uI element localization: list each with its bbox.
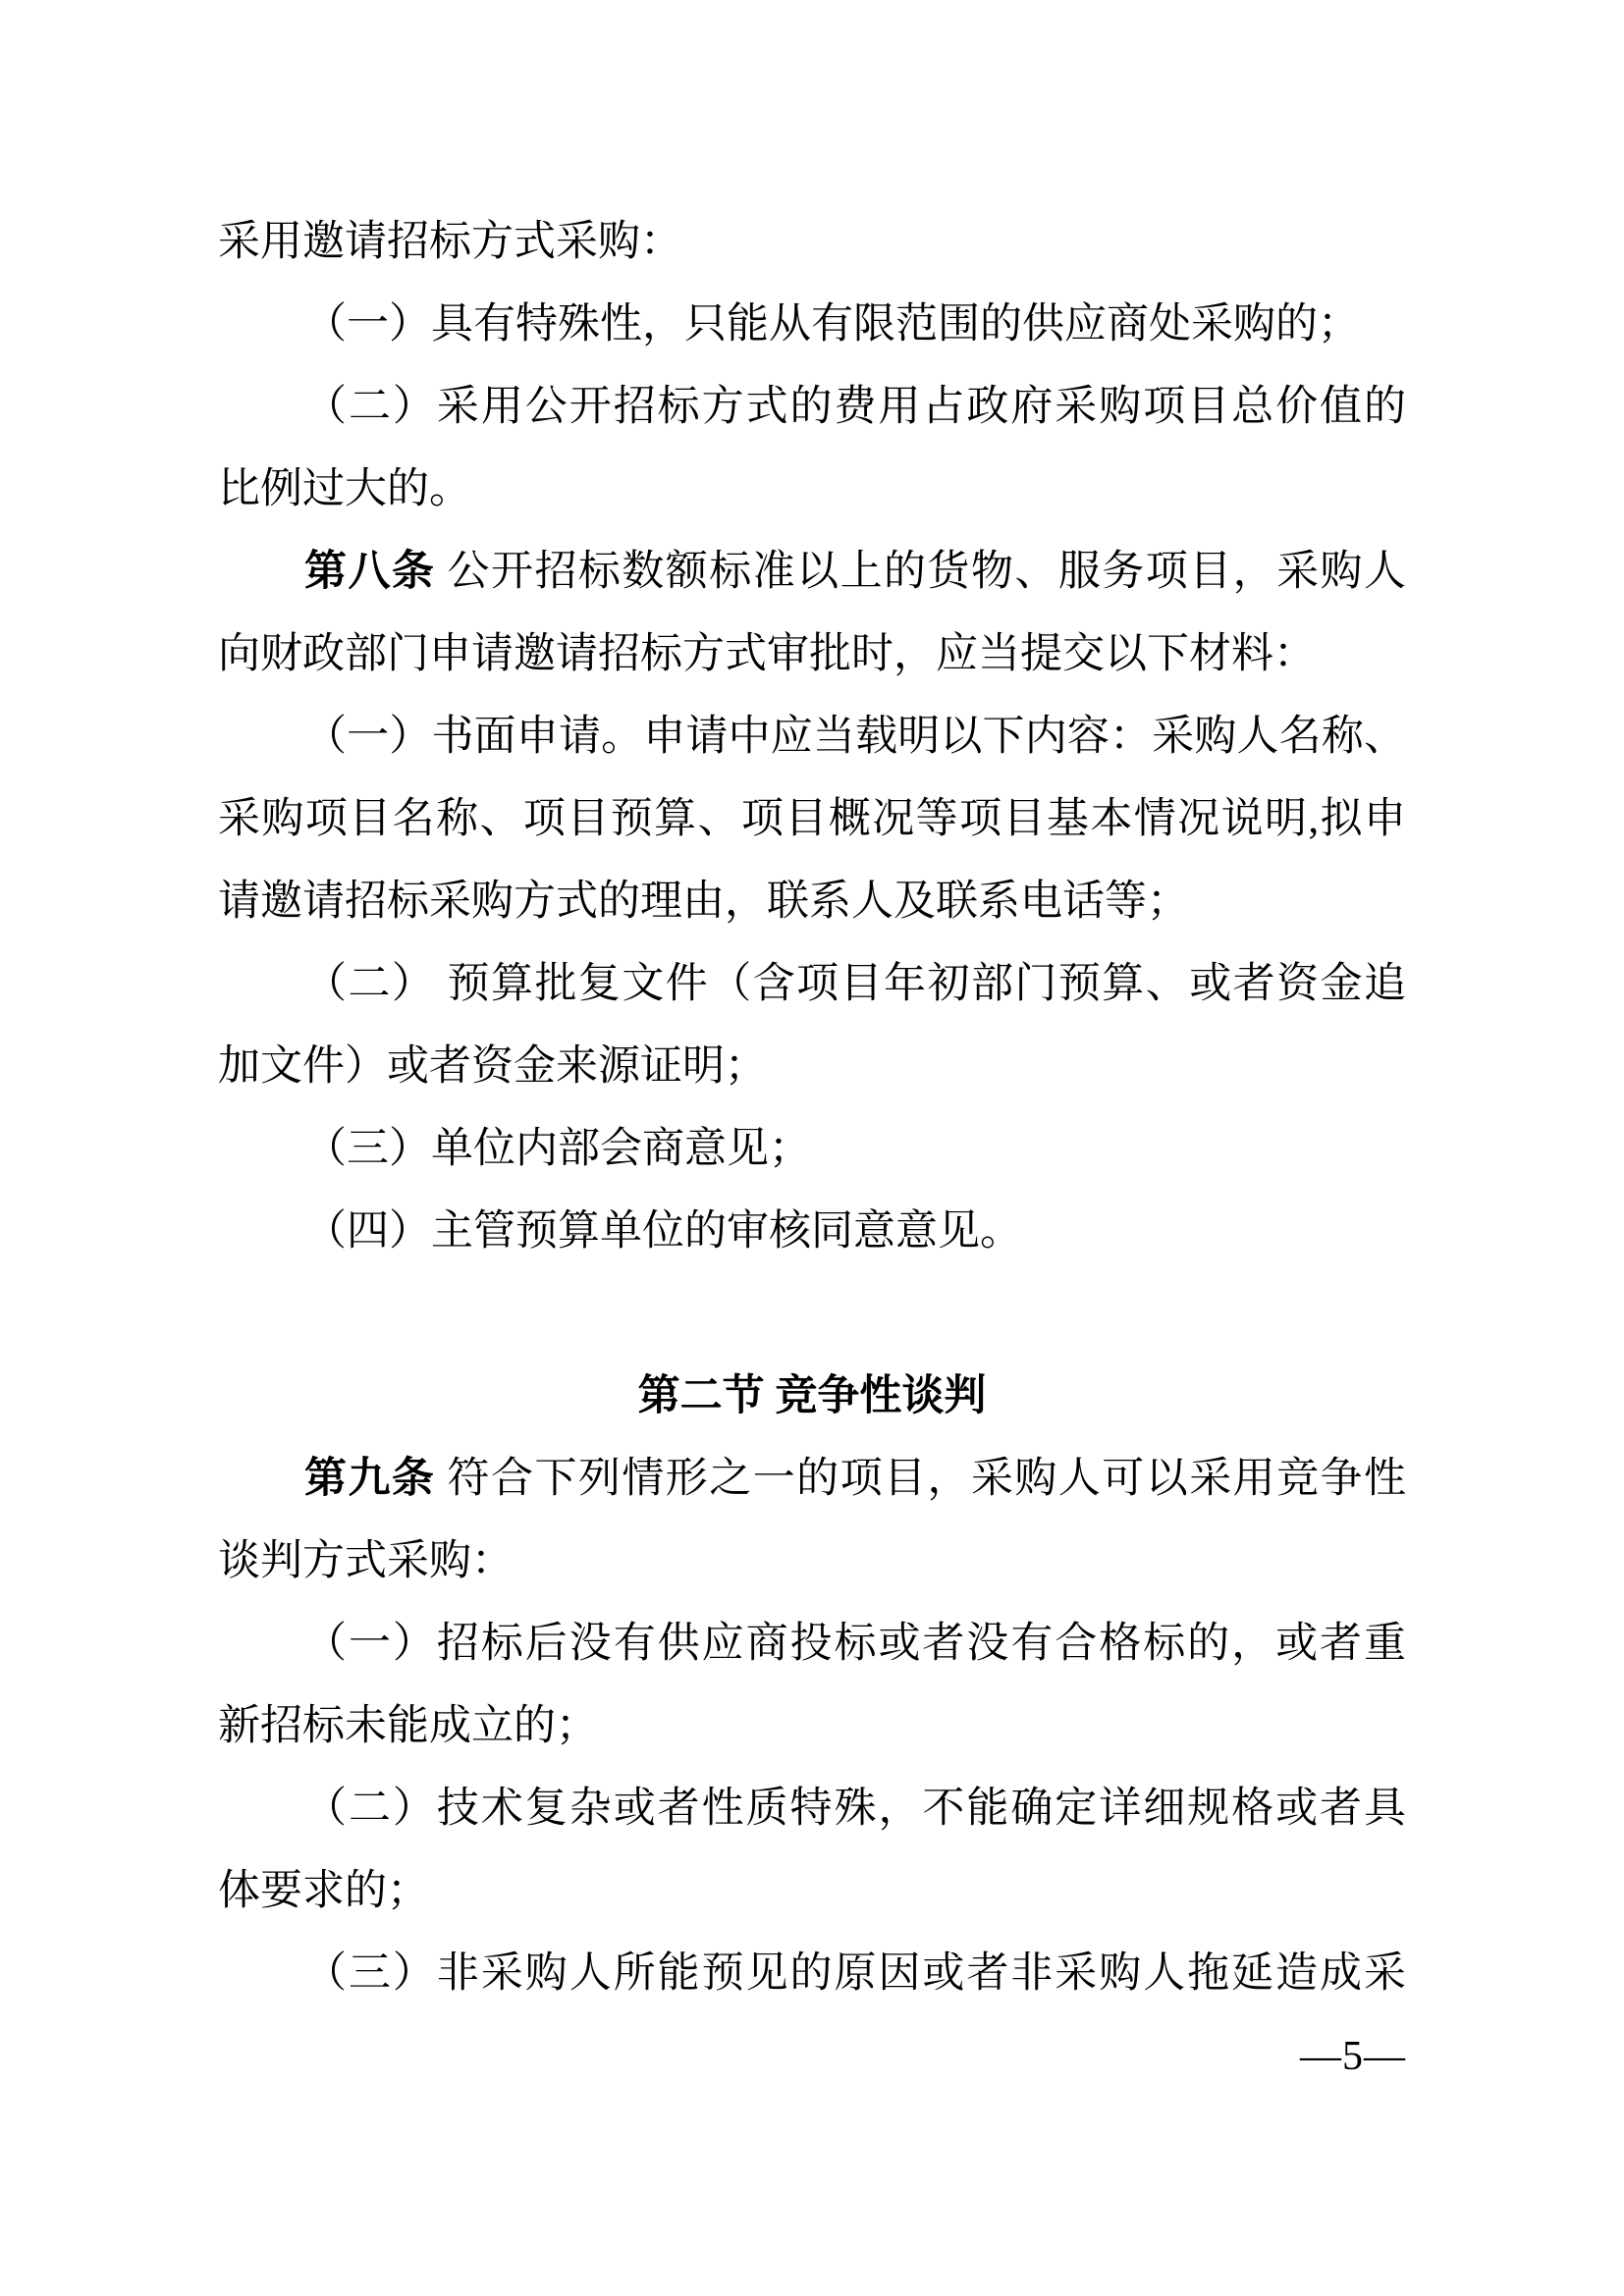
paragraph-line: 向财政部门申请邀请招标方式审批时，应当提交以下材料： xyxy=(218,631,1316,677)
paragraph-line: 新招标未能成立的； xyxy=(218,1703,598,1749)
paragraph-line: （三）非采购人所能预见的原因或者非采购人拖延造成采 xyxy=(304,1950,1406,1997)
paragraph-line: （二） 预算批复文件（含项目年初部门预算、或者资金追 xyxy=(304,961,1406,1007)
page-number: —5— xyxy=(1300,2034,1406,2079)
paragraph-line: 采用邀请招标方式采购： xyxy=(218,219,682,265)
paragraph-line: （二）技术复杂或者性质特殊，不能确定详细规格或者具 xyxy=(304,1786,1406,1832)
article-text: 符合下列情形之一的项目，采购人可以采用竞争性 xyxy=(435,1456,1407,1502)
section-heading: 第二节 竞争性谈判 xyxy=(637,1373,987,1419)
paragraph-line: （一）招标后没有供应商投标或者没有合格标的，或者重 xyxy=(304,1621,1406,1667)
paragraph-line-article-9 xyxy=(218,1438,1406,1521)
paragraph-line: 体要求的； xyxy=(218,1868,429,1914)
article-text: 公开招标数额标准以上的货物、服务项目，采购人 xyxy=(435,549,1407,595)
paragraph-line: 比例过大的。 xyxy=(218,466,471,512)
paragraph-line: （四）主管预算单位的审核同意意见。 xyxy=(304,1208,1022,1255)
paragraph-line: 采购项目名称、项目预算、项目概况等项目基本情况说明,拟申 xyxy=(218,796,1406,842)
document-body xyxy=(218,201,1406,2015)
paragraph-line-article-8 xyxy=(218,531,1406,614)
paragraph-line: （一）书面申请。申请中应当载明以下内容：采购人名称、 xyxy=(304,714,1406,760)
article-number-bold: 第九条 xyxy=(304,1456,436,1502)
paragraph-line: 加文件）或者资金来源证明； xyxy=(218,1043,767,1090)
blank-line xyxy=(218,1273,1406,1356)
paragraph-line: （二）采用公开招标方式的费用占政府采购项目总价值的 xyxy=(304,384,1406,430)
paragraph-line: （三）单位内部会商意见； xyxy=(304,1126,811,1172)
article-number-bold: 第八条 xyxy=(304,549,436,595)
paragraph-line: （一）具有特殊性，只能从有限范围的供应商处采购的； xyxy=(304,301,1360,347)
paragraph-line: 请邀请招标采购方式的理由，联系人及联系电话等； xyxy=(218,879,1189,925)
paragraph-line: 谈判方式采购： xyxy=(218,1538,514,1584)
